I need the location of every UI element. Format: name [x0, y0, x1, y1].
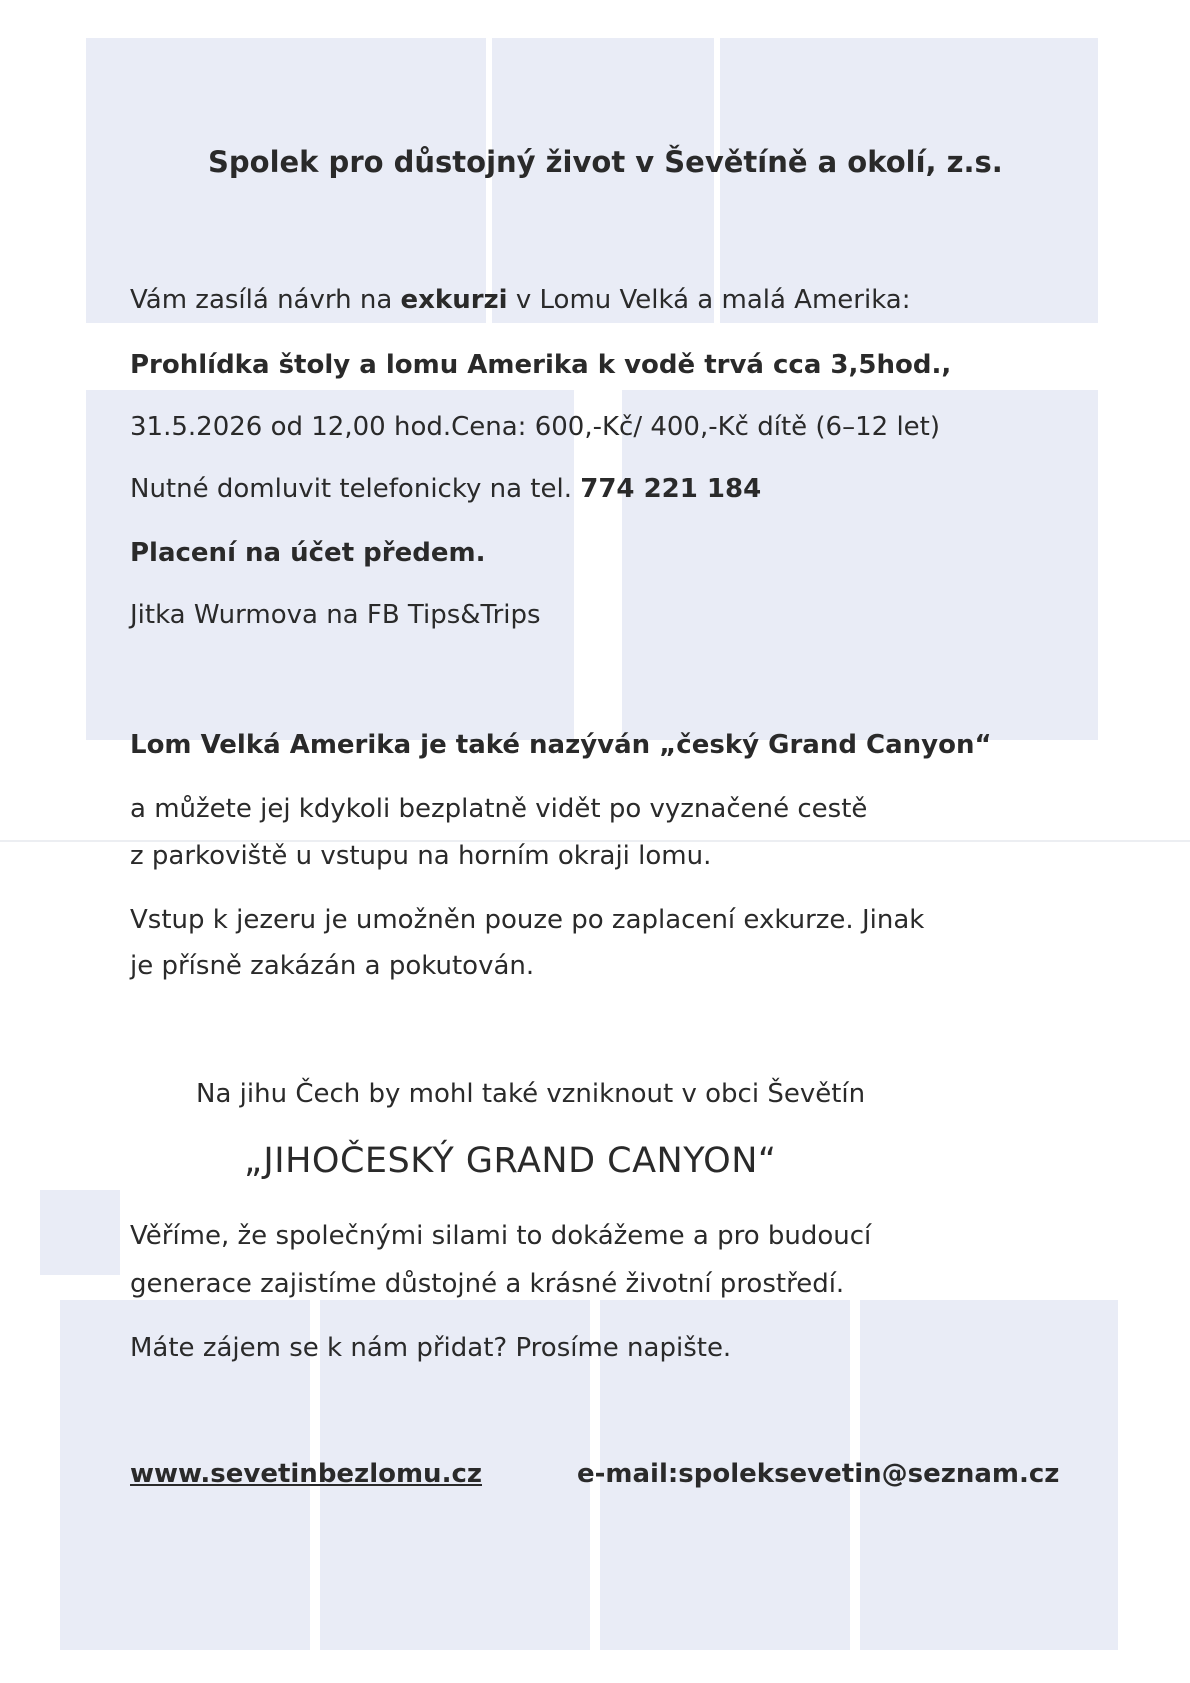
- canyon-para-2-line-1: Vstup k jezeru je umožněn pouze po zaplacení exkurze. Jinak: [130, 905, 925, 935]
- excursion-keyword: exkurzi: [400, 285, 508, 315]
- canyon-para-2-line-2: je přísně zakázán a pokutován.: [130, 951, 535, 981]
- canyon-para-1-line-1: a můžete jej kdykoli bezplatně vidět po vyznačené cestě: [130, 794, 868, 824]
- invitation-line-1-pre: Vám zasílá návrh na: [130, 285, 401, 315]
- closing-slogan: „JIHOČESKÝ GRAND CANYON“: [244, 1141, 777, 1181]
- contact-person: Jitka Wurmova na FB Tips&Trips: [130, 600, 541, 630]
- belief-line-2: generace zajistíme důstojné a krásné životní prostředí.: [130, 1269, 845, 1299]
- invitation-line-1: [130, 284, 911, 316]
- phone-line-text: Nutné domluvit telefonicky na tel.: [130, 474, 581, 504]
- payment-note: Placení na účet předem.: [130, 538, 486, 568]
- invitation-line-1-post: v Lomu Velká a malá Amerika:: [507, 285, 911, 315]
- bleed-block: [492, 38, 714, 323]
- bleed-block: [40, 1190, 120, 1275]
- belief-line-1: Věříme, že společnými silami to dokážeme a pro budoucí: [130, 1221, 872, 1251]
- org-title: Spolek pro důstojný život v Ševětíně a okolí, z.s.: [208, 145, 1003, 179]
- phone-number: 774 221 184: [580, 474, 762, 504]
- tour-date-price: 31.5.2026 od 12,00 hod.Cena: 600,-Kč/ 400,-Kč dítě (6–12 let): [130, 412, 940, 442]
- phone-line: [130, 473, 761, 505]
- join-invite: Máte zájem se k nám přidat? Prosíme napište.: [130, 1333, 732, 1363]
- closing-intro: Na jihu Čech by mohl také vzniknout v obci Ševětín: [196, 1079, 866, 1109]
- bleed-block: [720, 38, 1098, 323]
- email-address[interactable]: e-mail:spoleksevetin@seznam.cz: [577, 1459, 1060, 1489]
- website-link[interactable]: www.sevetinbezlomu.cz: [130, 1459, 482, 1489]
- canyon-para-1-line-2: z parkoviště u vstupu na horním okraji lomu.: [130, 841, 712, 871]
- tour-description: Prohlídka štoly a lomu Amerika k vodě trvá cca 3,5hod.,: [130, 350, 952, 380]
- canyon-heading: Lom Velká Amerika je také nazýván „český Grand Canyon“: [130, 730, 992, 760]
- bleed-block: [86, 38, 486, 323]
